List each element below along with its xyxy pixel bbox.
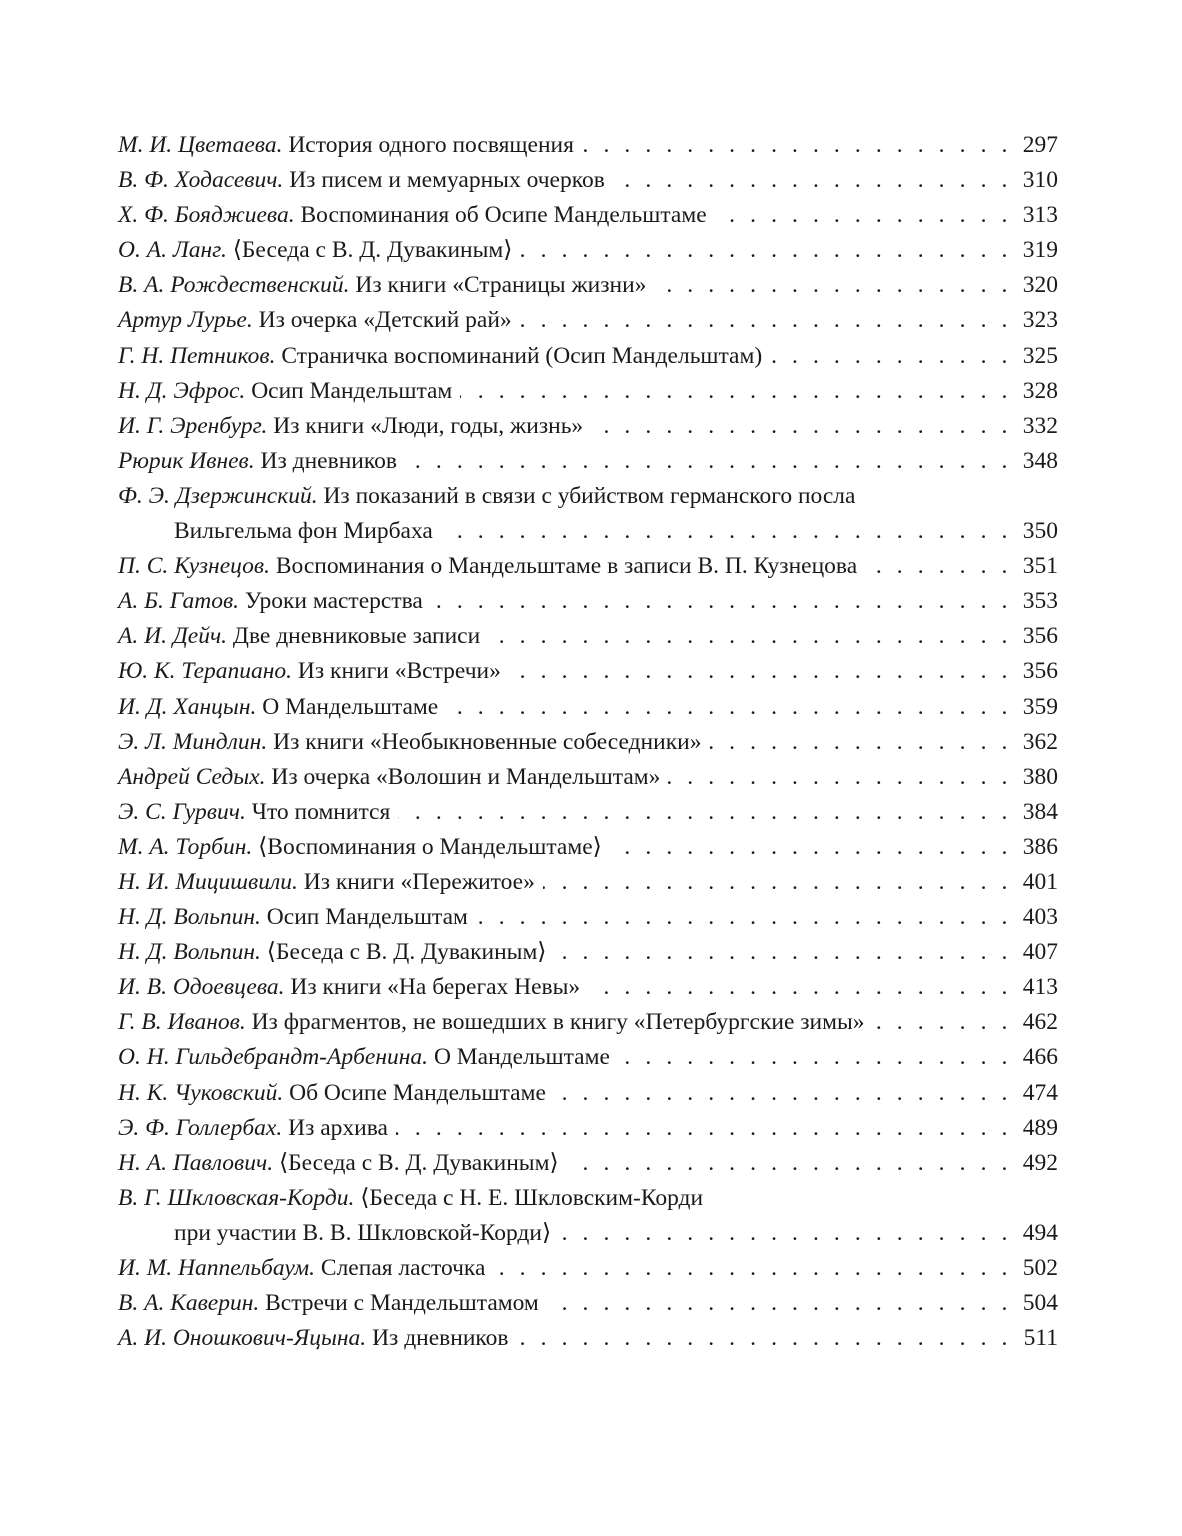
toc-entry-page-number: 502 [1022, 1255, 1058, 1281]
dot-leader [654, 268, 1012, 303]
toc-entry [118, 935, 1058, 970]
dot-leader [509, 654, 1012, 689]
dot-leader [554, 935, 1012, 970]
toc-entry-author: Рюрик Ивнев. [118, 447, 255, 474]
toc-entry-author: Г. В. Иванов. [118, 1009, 246, 1036]
toc-entry [118, 268, 1058, 303]
dot-leader [588, 970, 1012, 1005]
toc-entry-author: И. М. Наппельбаум. [118, 1255, 316, 1281]
toc-entry-page-number: 328 [1022, 377, 1058, 404]
toc-entry-line [118, 198, 1058, 233]
toc-entry-page-number: 356 [1022, 623, 1058, 650]
toc-entry [118, 339, 1058, 374]
toc-entry-page-number: 407 [1022, 939, 1058, 966]
toc-entry [118, 1146, 1058, 1181]
toc-entry-page-number: 319 [1022, 237, 1058, 264]
toc-entry-title: Из книги «Пережитое» [303, 868, 535, 895]
toc-entry-page-number: 380 [1022, 763, 1058, 790]
toc-entry-page-number: 466 [1022, 1044, 1058, 1071]
toc-entry-author: В. Ф. Ходасевич. [118, 167, 284, 194]
toc-entry-page-number: 362 [1022, 728, 1058, 755]
dot-leader [582, 128, 1012, 163]
toc-entry-author: И. Г. Эренбург. [118, 412, 268, 439]
toc-entry [118, 1286, 1058, 1321]
toc-entry-page-number: 489 [1022, 1114, 1058, 1141]
toc-entry-line [118, 619, 1058, 654]
toc-entry-title: ⟨Беседа с В. Д. Дувакиным⟩ [278, 1149, 559, 1176]
toc-entry-author: Артур Лурье. [118, 307, 253, 334]
toc-entry [118, 1005, 1058, 1040]
toc-entry [118, 795, 1058, 830]
toc-entry-author: Н. Д. Вольпин. [118, 904, 261, 931]
toc-entry [118, 970, 1058, 1005]
toc-entry-author: И. В. Одоевцева. [118, 974, 285, 1001]
toc-entry-author: А. Б. Гатов. [118, 588, 240, 615]
dot-leader [770, 339, 1012, 374]
toc-entry-page-number: 310 [1022, 167, 1058, 194]
toc-entry [118, 584, 1058, 619]
toc-entry-author: Н. А. Павлович. [118, 1149, 274, 1176]
toc-entry [118, 690, 1058, 725]
dot-leader [591, 409, 1012, 444]
toc-entry-line [118, 303, 1058, 338]
toc-entry-author: А. И. Дейч. [118, 623, 228, 650]
toc-entry-line [118, 479, 1058, 514]
toc-entry-title: Воспоминания о Мандельштаме в записи В. П. Кузнецова [275, 553, 858, 580]
toc-entry-author: И. Д. Ханцын. [118, 693, 257, 720]
toc-entry-title: Воспоминания об Осипе Мандельштаме [300, 202, 707, 229]
toc-entry-page-number: 332 [1022, 412, 1058, 439]
toc-entry-title: Из дневников [372, 1325, 509, 1352]
toc-entry-title: Две дневниковые записи [232, 623, 481, 650]
toc-entry [118, 549, 1058, 584]
dot-leader [488, 619, 1012, 654]
dot-leader [668, 760, 1012, 795]
toc-entry-line [118, 690, 1058, 725]
toc-entry-title: Из фрагментов, не вошедших в книгу «Петербургские зимы» [251, 1009, 865, 1036]
toc-entry-author: Г. Н. Петников. [118, 342, 276, 369]
toc-entry [118, 1251, 1058, 1286]
toc-entry-author: М. И. Цветаева. [118, 132, 283, 158]
toc-entry [118, 444, 1058, 479]
toc-entry-author: О. А. Ланг. [118, 237, 227, 264]
toc-entry-author: А. И. Оношкович-Яцына. [118, 1325, 367, 1352]
dot-leader [567, 1146, 1012, 1181]
toc-entry-page-number: 403 [1022, 904, 1058, 931]
toc-entry-line [118, 1040, 1058, 1075]
toc-entry-line [118, 654, 1058, 689]
toc-entry-title: Из дневников [260, 447, 397, 474]
toc-entry-page-number: 401 [1022, 868, 1058, 895]
toc-entry-title: Встречи с Мандельштамом [265, 1290, 539, 1317]
toc-entry [118, 725, 1058, 760]
toc-entry-title: ⟨Беседа с В. Д. Дувакиным⟩ [232, 237, 513, 264]
dot-leader [610, 830, 1012, 865]
toc-entry-author: Ф. Э. Дзержинский. [118, 482, 318, 509]
toc-entry-title: О Мандельштаме [433, 1044, 610, 1071]
toc-entry-author: В. Г. Шкловская-Корди. [118, 1184, 355, 1211]
toc-entry-page-number: 313 [1022, 202, 1058, 229]
toc-entry-line [118, 409, 1058, 444]
dot-leader [446, 690, 1012, 725]
toc-entry-page-number: 492 [1022, 1149, 1058, 1176]
toc-entry-page-number: 356 [1022, 658, 1058, 685]
toc-entry-title-continuation: Вильгельма фон Мирбаха [174, 518, 433, 545]
dot-leader [405, 444, 1012, 479]
toc-entry [118, 619, 1058, 654]
toc-entry-title: Осип Мандельштам [266, 904, 468, 931]
toc-entry-page-number: 386 [1022, 833, 1058, 860]
toc-entry-line [118, 1286, 1058, 1321]
toc-entry-title: Из книги «Необыкновенные собеседники» [273, 728, 702, 755]
toc-entry-title: Из писем и мемуарных очерков [289, 167, 605, 194]
toc-entry-title: Из книги «Люди, годы, жизнь» [273, 412, 584, 439]
toc-entry-title: ⟨Беседа с В. Д. Дувакиным⟩ [266, 939, 547, 966]
toc-entry-line [118, 865, 1058, 900]
dot-leader [543, 865, 1012, 900]
toc-entry-line [118, 935, 1058, 970]
toc-entry-line [118, 444, 1058, 479]
toc-entry [118, 303, 1058, 338]
toc-entry-line [118, 339, 1058, 374]
toc-entry-author: П. С. Кузнецов. [118, 553, 270, 580]
dot-leader [398, 795, 1012, 830]
toc-entry [118, 1181, 1058, 1251]
toc-entry-page-number: 504 [1022, 1290, 1058, 1317]
toc-entry-title: Из книги «Страницы жизни» [355, 272, 647, 299]
toc-entry-line [118, 760, 1058, 795]
dot-leader [709, 725, 1012, 760]
toc-entry-title: ⟨Воспоминания о Мандельштаме⟩ [258, 833, 602, 860]
dot-leader [618, 1040, 1012, 1075]
toc-entry-page-number: 320 [1022, 272, 1058, 299]
dot-leader [547, 1286, 1012, 1321]
table-of-contents [118, 128, 1058, 1356]
toc-entry [118, 198, 1058, 233]
toc-entry [118, 409, 1058, 444]
toc-entry-title: История одного посвящения [288, 132, 574, 158]
toc-entry-page-number: 353 [1022, 588, 1058, 615]
toc-entry-title: Из очерка «Волошин и Мандельштам» [271, 763, 661, 790]
toc-entry-line [118, 128, 1058, 163]
toc-entry-line [118, 970, 1058, 1005]
toc-entry-author: Э. Л. Миндлин. [118, 728, 268, 755]
toc-entry-author: Э. С. Гурвич. [118, 798, 246, 825]
toc-entry [118, 900, 1058, 935]
dot-leader [715, 198, 1012, 233]
toc-entry-title: Уроки мастерства [244, 588, 423, 615]
toc-entry-page-number: 350 [1022, 518, 1058, 545]
toc-entry-page-number: 511 [1023, 1325, 1058, 1352]
dot-leader [493, 1251, 1012, 1286]
toc-entry-author: Андрей Седых. [118, 763, 266, 790]
dot-leader [559, 1216, 1012, 1251]
toc-entry-line [118, 1146, 1058, 1181]
toc-entry [118, 1321, 1058, 1356]
toc-entry-author: Н. Д. Вольпин. [118, 939, 261, 966]
toc-entry-title: Страничка воспоминаний (Осип Мандельштам) [281, 342, 763, 369]
dot-leader [520, 303, 1012, 338]
toc-entry-page-number: 297 [1022, 132, 1058, 158]
toc-entry-author: Э. Ф. Голлербах. [118, 1114, 283, 1141]
toc-entry-title: Осип Мандельштам [251, 377, 453, 404]
dot-leader [520, 233, 1012, 268]
toc-entry-author: О. Н. Гильдебрандт-Арбенина. [118, 1044, 429, 1071]
dot-leader [865, 549, 1012, 584]
toc-entry-author: Н. К. Чуковский. [118, 1079, 284, 1106]
toc-entry-page-number: 413 [1022, 974, 1058, 1001]
toc-entry-line [118, 1111, 1058, 1146]
toc-entry-page-number: 494 [1022, 1219, 1058, 1246]
toc-entry-continuation [118, 1216, 1058, 1251]
toc-entry-title: О Мандельштаме [262, 693, 439, 720]
toc-entry-line [118, 1181, 1058, 1216]
toc-entry [118, 654, 1058, 689]
toc-entry-page-number: 348 [1022, 447, 1058, 474]
toc-entry [118, 1040, 1058, 1075]
toc-entry [118, 760, 1058, 795]
toc-entry-page-number: 325 [1022, 342, 1058, 369]
dot-leader [441, 514, 1012, 549]
toc-entry-author: Х. Ф. Бояджиева. [118, 202, 295, 229]
toc-entry [118, 479, 1058, 549]
toc-entry-title: Что помнится [251, 798, 391, 825]
toc-entry-title: Слепая ласточка [320, 1255, 486, 1281]
dot-leader [396, 1111, 1012, 1146]
dot-leader [476, 900, 1012, 935]
toc-entry-page-number: 462 [1022, 1009, 1058, 1036]
toc-entry-title: Из архива [288, 1114, 388, 1141]
toc-entry-page-number: 351 [1022, 553, 1058, 580]
toc-entry-page-number: 384 [1022, 798, 1058, 825]
toc-entry [118, 128, 1058, 163]
dot-leader [431, 584, 1012, 619]
toc-entry-title: Об Осипе Мандельштаме [289, 1079, 546, 1106]
toc-entry [118, 830, 1058, 865]
dot-leader [516, 1321, 1012, 1356]
toc-entry-author: Н. И. Мицишвили. [118, 868, 298, 895]
toc-entry-line [118, 900, 1058, 935]
toc-entry [118, 233, 1058, 268]
toc-entry [118, 1076, 1058, 1111]
toc-entry-line [118, 584, 1058, 619]
toc-entry-line [118, 268, 1058, 303]
toc-entry [118, 1111, 1058, 1146]
toc-entry-author: М. А. Торбин. [118, 833, 253, 860]
toc-entry-page-number: 474 [1022, 1079, 1058, 1106]
toc-entry-author: Н. Д. Эфрос. [118, 377, 246, 404]
toc-entry-title: ⟨Беседа с Н. Е. Шкловским-Корди [360, 1184, 704, 1211]
toc-entry-author: Ю. К. Терапиано. [118, 658, 293, 685]
toc-entry-line [118, 725, 1058, 760]
toc-entry-line [118, 830, 1058, 865]
dot-leader [613, 163, 1012, 198]
toc-entry-line [118, 795, 1058, 830]
toc-entry-line [118, 1321, 1058, 1356]
toc-entry [118, 865, 1058, 900]
toc-entry-author: В. А. Рождественский. [118, 272, 350, 299]
toc-entry-line [118, 374, 1058, 409]
toc-entry [118, 163, 1058, 198]
toc-entry-line [118, 1005, 1058, 1040]
dot-leader [554, 1076, 1012, 1111]
toc-entry-continuation [118, 514, 1058, 549]
toc-entry-line [118, 1251, 1058, 1286]
toc-entry-line [118, 1076, 1058, 1111]
toc-entry-page-number: 359 [1022, 693, 1058, 720]
dot-leader [873, 1005, 1012, 1040]
toc-entry-title-continuation: при участии В. В. Шкловской-Корди⟩ [174, 1219, 552, 1246]
toc-entry-author: В. А. Каверин. [118, 1290, 260, 1317]
toc-entry-page-number: 323 [1022, 307, 1058, 334]
toc-entry-title: Из книги «На берегах Невы» [290, 974, 581, 1001]
toc-entry-line [118, 233, 1058, 268]
toc-entry-line [118, 163, 1058, 198]
toc-entry-line [118, 549, 1058, 584]
toc-entry [118, 374, 1058, 409]
dot-leader [460, 374, 1012, 409]
toc-entry-title: Из показаний в связи с убийством германского посла [323, 482, 856, 509]
toc-entry-title: Из книги «Встречи» [297, 658, 501, 685]
toc-entry-title: Из очерка «Детский рай» [258, 307, 512, 334]
